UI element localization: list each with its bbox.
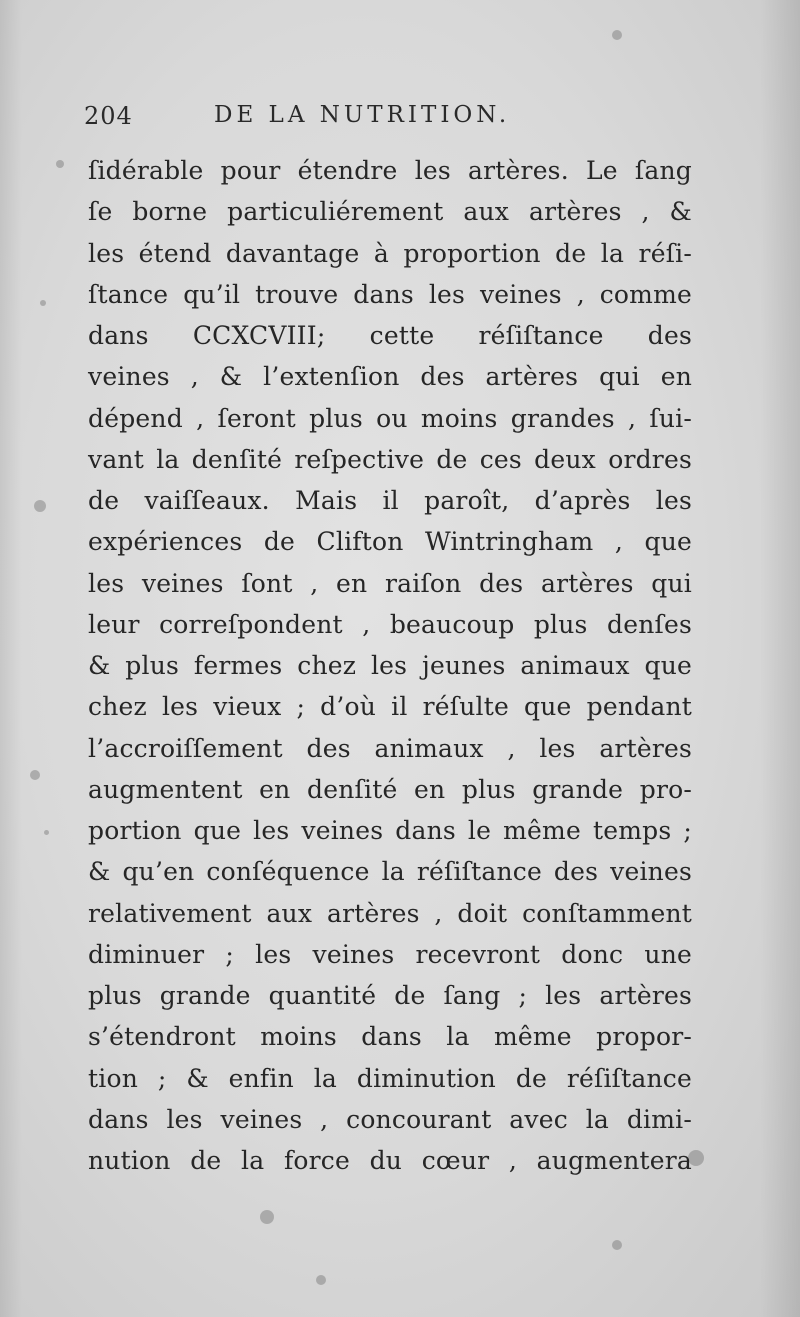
text-line: ſe borne particuliérement aux artères , & <box>88 197 692 227</box>
text-line: s’étendront moins dans la même propor- <box>88 1022 692 1052</box>
page-header <box>84 102 704 142</box>
text-line: les étend davantage à proportion de la réſi- <box>88 238 692 268</box>
text-line: leur correſpondent , beaucoup plus denſes <box>88 609 692 639</box>
paper-speck <box>34 500 46 512</box>
text-line: plus grande quantité de ſang ; les artères <box>88 981 692 1010</box>
text-line: augmentent en denſité en plus grande pro- <box>88 774 692 804</box>
paper-speck <box>316 1275 326 1285</box>
text-line: & qu’en conſéquence la réſiſtance des veines <box>88 857 692 887</box>
paper-speck <box>40 300 46 306</box>
text-line: expériences de Clifton Wintringham , que <box>88 527 692 557</box>
body-text <box>88 150 692 1181</box>
running-title: DE LA NUTRITION. <box>214 102 511 128</box>
text-line: l’accroiſſement des animaux , les artères <box>88 733 692 763</box>
text-line: dépend , ſeront plus ou moins grandes , ſui- <box>88 403 692 433</box>
paper-speck <box>612 1240 622 1250</box>
paper-speck <box>56 160 64 168</box>
text-line: ſidérable pour étendre les artères. Le ſang <box>88 156 692 185</box>
text-line: diminuer ; les veines recevront donc une <box>88 939 692 969</box>
paper-speck <box>44 830 49 835</box>
text-line: tion ; & enfin la diminution de réſiſtance <box>88 1063 692 1093</box>
paper-speck <box>612 30 622 40</box>
text-line: dans CCXCVIII; cette réſiſtance des <box>88 321 692 350</box>
text-line: de vaiſſeaux. Mais il paroît, d’après les <box>88 486 692 515</box>
page-right-shadow <box>760 0 800 1317</box>
text-line: portion que les veines dans le même temps ; <box>88 816 692 845</box>
text-line: vant la denſité reſpective de ces deux ordres <box>88 444 692 474</box>
text-line: relativement aux artères , doit conſtamment <box>88 898 692 928</box>
text-line: nution de la force du cœur , augmentera <box>88 1146 692 1175</box>
text-line: & plus fermes chez les jeunes animaux que <box>88 651 692 680</box>
text-line: dans les veines , concourant avec la dimi- <box>88 1104 692 1134</box>
text-line: chez les vieux ; d’où il réſulte que pendant <box>88 692 692 722</box>
text-line: ſtance qu’il trouve dans les veines , comme <box>88 279 692 309</box>
paper-speck <box>30 770 40 780</box>
text-line: les veines ſont , en raiſon des artères qui <box>88 568 692 598</box>
paper-speck <box>260 1210 274 1224</box>
page-number: 204 <box>84 102 133 130</box>
page-left-shadow <box>0 0 22 1317</box>
text-line: veines , & l’extenſion des artères qui en <box>88 362 692 392</box>
